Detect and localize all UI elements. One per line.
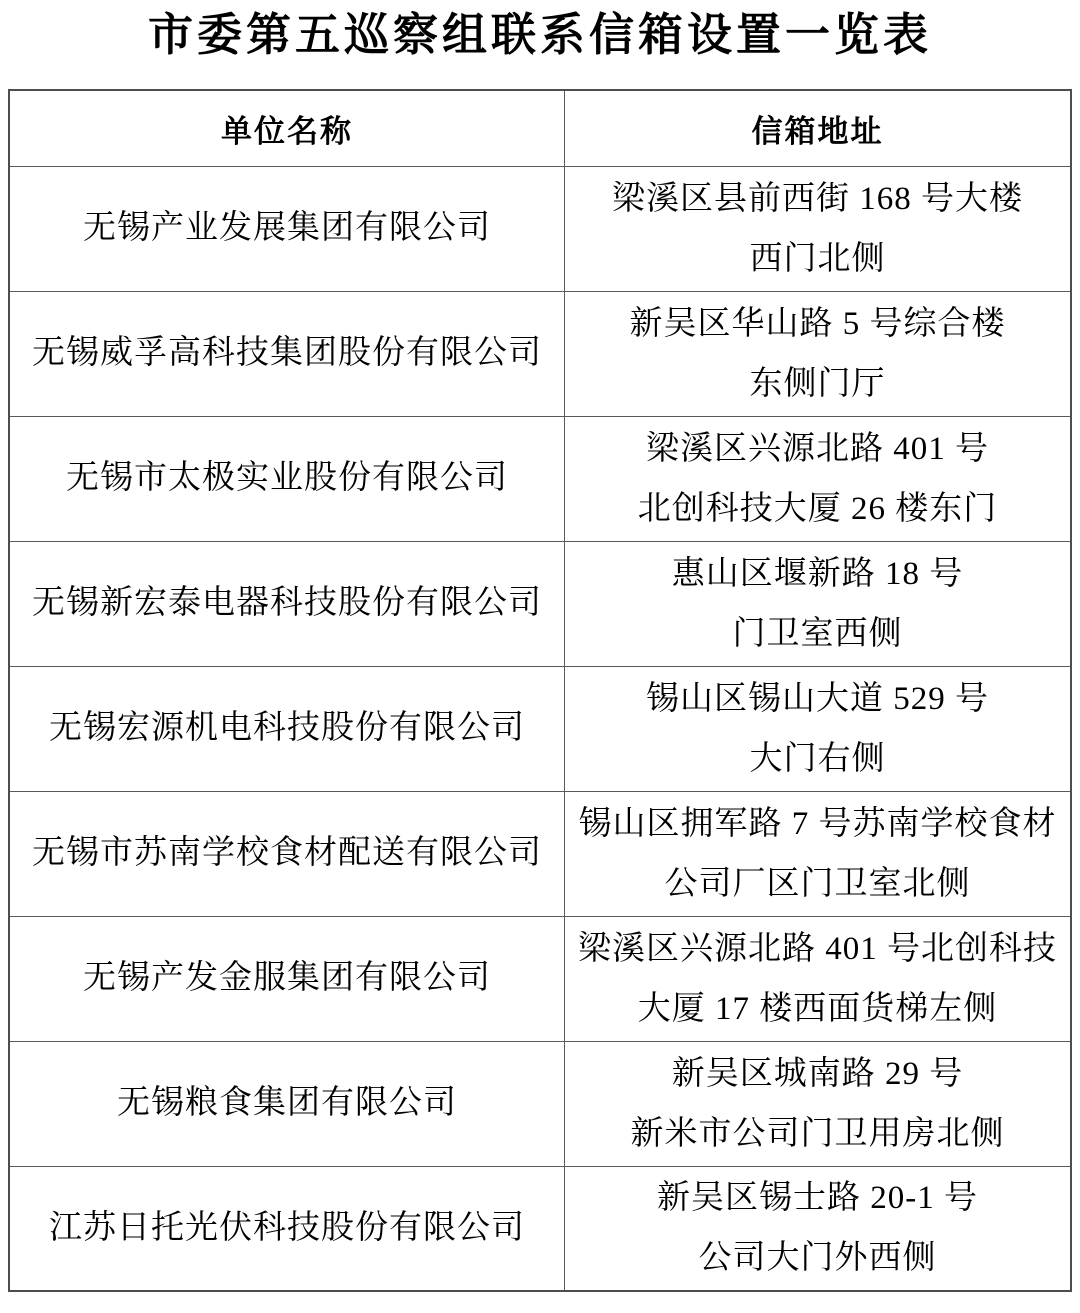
address-line-2: 门卫室西侧: [732, 615, 903, 652]
unit-cell: [9, 916, 564, 1041]
address-line-1: 梁溪区县前西街 168 号大楼: [611, 180, 1023, 217]
address-cell: [564, 1041, 1071, 1166]
address-line-2: 公司大门外西侧: [698, 1240, 937, 1277]
address-line-1: 锡山区拥军路 7 号苏南学校食材: [578, 805, 1057, 842]
address-line-1: 梁溪区兴源北路 401 号: [645, 430, 989, 467]
address-line-1: 新吴区锡士路 20-1 号: [656, 1180, 978, 1217]
unit-cell: [9, 791, 564, 916]
address-cell: [564, 416, 1071, 541]
address-cell: [564, 291, 1071, 416]
table-row: [9, 416, 1071, 541]
table-row: [9, 1041, 1071, 1166]
unit-cell: [9, 666, 564, 791]
address-cell: [564, 666, 1071, 791]
unit-name: 无锡粮食集团有限公司: [116, 1085, 457, 1122]
address-line-1: 锡山区锡山大道 529 号: [645, 680, 989, 717]
unit-cell: [9, 541, 564, 666]
table-header-row: [9, 90, 1071, 166]
address-cell: [564, 1166, 1071, 1291]
table-row: [9, 1166, 1071, 1291]
unit-name: 无锡宏源机电科技股份有限公司: [48, 710, 525, 747]
table-row: [9, 916, 1071, 1041]
column-header-unit-name: 单位名称: [9, 90, 564, 166]
address-cell: [564, 791, 1071, 916]
address-line-2: 西门北侧: [749, 240, 886, 277]
address-line-1: 新吴区城南路 29 号: [671, 1055, 964, 1092]
address-cell: [564, 166, 1071, 291]
page-title: 市委第五巡察组联系信箱设置一览表: [147, 10, 932, 60]
column-header-mailbox-address: 信箱地址: [564, 90, 1071, 166]
address-line-2: 北创科技大厦 26 楼东门: [637, 490, 998, 527]
unit-cell: [9, 1166, 564, 1291]
address-line-2: 大厦 17 楼西面货梯左侧: [637, 990, 998, 1027]
address-line-2: 东侧门厅: [749, 365, 886, 402]
unit-name: 无锡威孚高科技集团股份有限公司: [31, 335, 542, 372]
table-row: [9, 791, 1071, 916]
unit-cell: [9, 291, 564, 416]
address-cell: [564, 541, 1071, 666]
address-line-1: 新吴区华山路 5 号综合楼: [629, 305, 1006, 342]
table-row: [9, 166, 1071, 291]
address-line-1: 梁溪区兴源北路 401 号北创科技: [577, 930, 1057, 967]
address-line-2: 公司厂区门卫室北侧: [664, 865, 971, 902]
unit-name: 无锡产业发展集团有限公司: [82, 210, 491, 247]
mailbox-location-table: [8, 89, 1072, 1292]
address-line-1: 惠山区堰新路 18 号: [671, 555, 964, 592]
unit-cell: [9, 1041, 564, 1166]
unit-name: 无锡新宏泰电器科技股份有限公司: [31, 585, 542, 622]
address-cell: [564, 916, 1071, 1041]
unit-cell: [9, 166, 564, 291]
table-row: [9, 291, 1071, 416]
unit-cell: [9, 416, 564, 541]
unit-name: 无锡市苏南学校食材配送有限公司: [31, 835, 542, 872]
address-line-2: 新米市公司门卫用房北侧: [630, 1115, 1005, 1152]
unit-name: 江苏日托光伏科技股份有限公司: [48, 1210, 525, 1247]
unit-name: 无锡产发金服集团有限公司: [82, 960, 491, 997]
address-line-2: 大门右侧: [749, 740, 886, 777]
table-row: [9, 541, 1071, 666]
unit-name: 无锡市太极实业股份有限公司: [65, 460, 508, 497]
table-row: [9, 666, 1071, 791]
